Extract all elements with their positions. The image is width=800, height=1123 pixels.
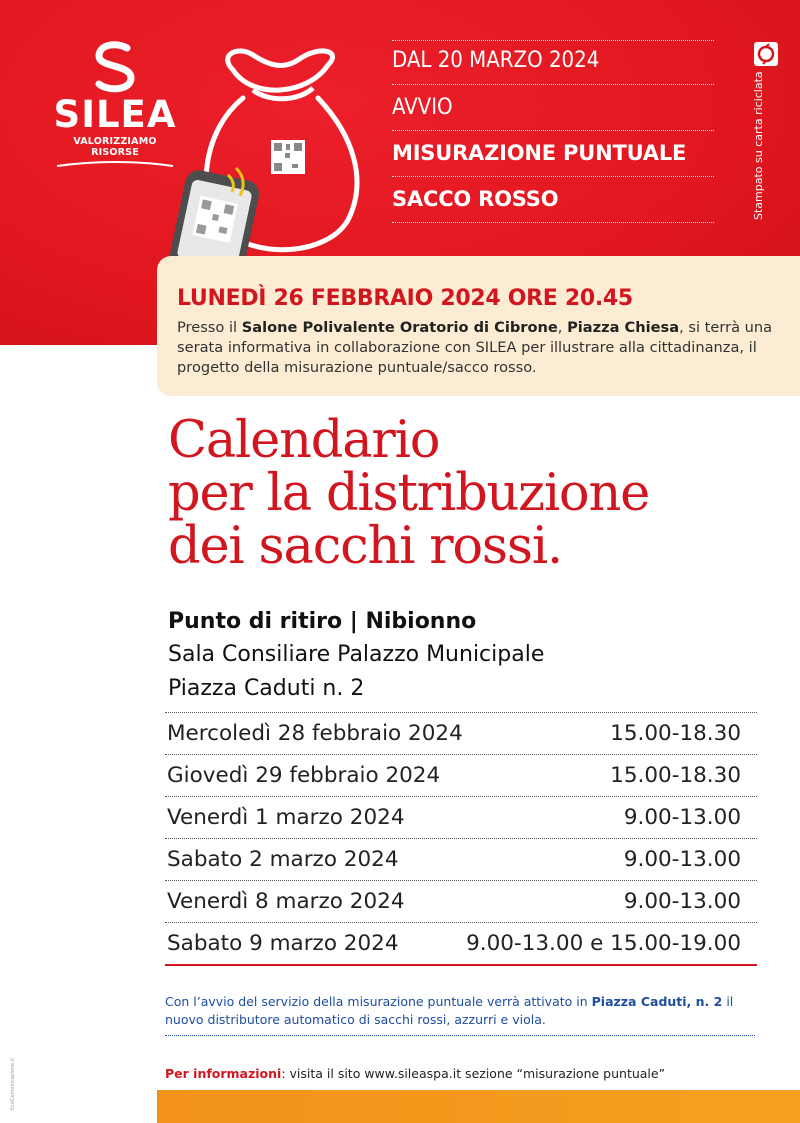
page-title: Calendario per la distribuzione dei sacchi rossi.	[168, 411, 650, 576]
credit-text: EcoComunicazione.it	[10, 1057, 16, 1110]
more-info	[165, 1066, 765, 1081]
schedule-row: Sabato 2 marzo 2024 9.00-13.00	[165, 839, 757, 881]
event-description: Presso il Salone Polivalente Oratorio di Cibrone, Piazza Chiesa, si terrà una serata informativa in collaborazione con SILEA per illustrare alla cittadinanza, il progetto della misurazione puntuale/sacco rosso.	[177, 319, 773, 376]
bottom-orange-bar	[157, 1090, 800, 1123]
event-info-box	[157, 256, 800, 396]
bag-with-phone-illustration	[158, 40, 378, 280]
recycled-paper-note: Stampato su carta riciclata	[752, 71, 765, 220]
schedule-row: Sabato 9 marzo 2024 9.00-13.00 e 15.00-19.00	[165, 923, 757, 966]
logo-tagline: VALORIZZIAMO RISORSE	[73, 136, 157, 158]
pickup-address: Piazza Caduti n. 2	[168, 676, 365, 701]
logo-swoosh-icon	[55, 160, 175, 168]
distributor-note: Con l’avvio del servizio della misurazione puntuale verrà attivato in Piazza Caduti, n. 2 il nuovo distributore automatico di sacchi rossi, azzurri e viola.	[165, 993, 755, 1036]
start-label: AVVIO	[392, 85, 714, 131]
pickup-place: Sala Consiliare Palazzo Municipale	[168, 642, 545, 667]
logo-name: SILEA	[53, 93, 177, 136]
event-title: LUNEDÌ 26 FEBBRAIO 2024 ORE 20.45	[177, 286, 633, 311]
start-date: DAL 20 MARZO 2024	[392, 40, 714, 85]
headline-line2: SACCO ROSSO	[392, 177, 714, 223]
pickup-point	[168, 606, 768, 706]
schedule-row: Venerdì 1 marzo 2024 9.00-13.00	[165, 797, 757, 839]
schedule-row: Venerdì 8 marzo 2024 9.00-13.00	[165, 881, 757, 923]
event-venue: Salone Polivalente Oratorio di Cibrone	[241, 319, 558, 336]
headline-block	[392, 40, 714, 223]
schedule-table	[165, 712, 757, 966]
more-info-label: Per informazioni	[165, 1066, 282, 1081]
schedule-row: Giovedì 29 febbraio 2024 15.00-18.30	[165, 755, 757, 797]
silea-swirl-icon	[87, 40, 143, 94]
headline-line1: MISURAZIONE PUNTUALE	[392, 131, 714, 177]
more-info-text: : visita il sito www.sileaspa.it sezione “misurazione puntuale”	[281, 1066, 666, 1081]
event-square: Piazza Chiesa	[567, 319, 680, 336]
schedule-row: Mercoledì 28 febbraio 2024 15.00-18.30	[165, 713, 757, 755]
note-place: Piazza Caduti, n. 2	[591, 994, 723, 1009]
pickup-heading: Punto di ritiro | Nibionno	[168, 609, 477, 634]
recycle-icon	[752, 40, 780, 68]
